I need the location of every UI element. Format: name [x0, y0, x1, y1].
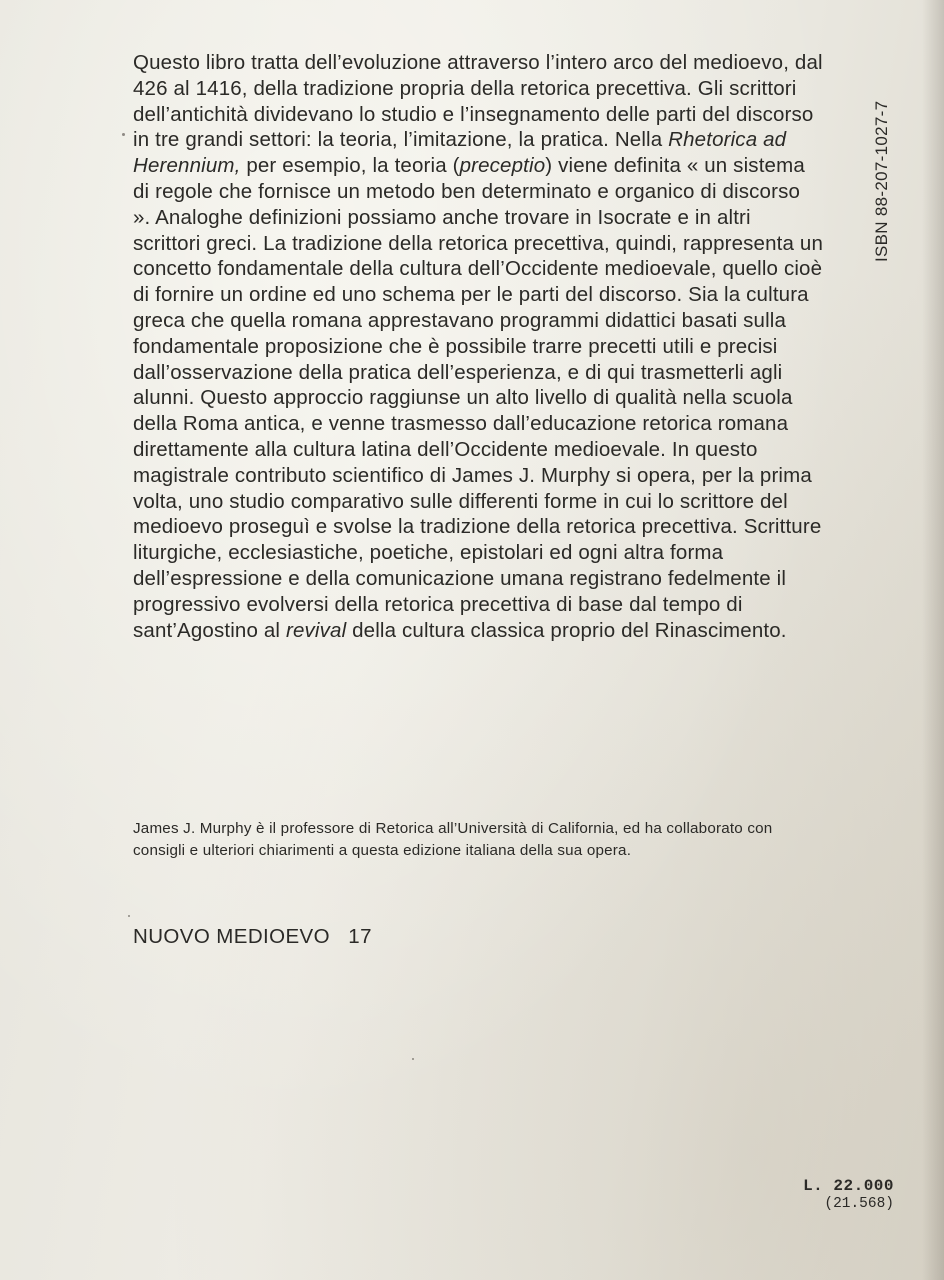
paper-speck	[412, 1058, 414, 1060]
paper-speck	[128, 915, 130, 917]
price-lire: L. 22.000	[803, 1177, 894, 1195]
blurb-text-3: ) viene definita « un sistema di regole che fornisce un metodo ben determinato e organico di discorso ». Analoghe definizioni possiamo anche trovare in Isocrate e in altri scrittori greci. La tradizione della retorica precettiva, quindi, rappresenta un concetto fondamentale della cultura dell’Occidente medioevale, quello cioè di fornire un ordine ed uno schema per le parti del discorso. Sia la cultura greca che quella romana apprestavano programmi didattici basati sulla fondamentale proposizione che è possibile trarre precetti utili e precisi dall’osservazione della pratica dell’esperienza, e di qui trasmetterli agli alunni. Questo approccio raggiunse un alto livello di qualità nella scuola della Roma antica, e venne trasmesso dall’educazione retorica romana direttamente alla cultura latina dell’Occidente medioevale. In questo magistrale contributo scientifico di James J. Murphy si opera, per la prima volta, uno studio comparativo sulle differenti forme in cui lo scrittore del medioevo proseguì e svolse la tradizione della retorica precettiva. Scritture liturgiche, ecclesiastiche, poetiche, epistolari ed ogni altra forma dell’espressione e della comunicazione umana registrano fedelmente il progressivo evolversi della retorica precettiva di base dal tempo di sant’Agostino al	[133, 154, 823, 642]
isbn-code: ISBN 88-207-1027-7	[872, 100, 891, 262]
price-secondary: (21.568)	[824, 1196, 894, 1212]
blurb-paragraph	[133, 50, 823, 643]
blurb-italic-title: Rhetorica ad Herennium,	[133, 128, 787, 178]
series-name: NUOVO MEDIOEVO	[133, 925, 330, 948]
blurb-text-2: per esempio, la teoria (	[240, 154, 460, 178]
blurb-italic-word: revival	[285, 618, 347, 642]
blurb-text-4: della cultura classica proprio del Rinascimento.	[346, 618, 787, 642]
author-note: James J. Murphy è il professore di Retorica all’Università di California, ed ha collaborato con consigli e ulteriori chiarimenti a questa edizione italiana della sua opera.	[133, 820, 773, 859]
paper-speck	[122, 133, 125, 136]
series-number: 17	[348, 925, 372, 948]
blurb-italic-term: preceptio	[459, 154, 546, 178]
series-label	[133, 925, 372, 949]
page-edge-shadow	[922, 0, 944, 1280]
blurb-text-1: Questo libro tratta dell’evoluzione attraverso l’intero arco del medioevo, dal 426 al 1416, della tradizione propria della retorica precettiva. Gli scrittori dell’antichità dividevano lo studio e l’insegnamento delle parti del discorso in tre grandi settori: la teoria, l’imitazione, la pratica. Nella	[133, 51, 823, 152]
price-block	[803, 1177, 894, 1212]
